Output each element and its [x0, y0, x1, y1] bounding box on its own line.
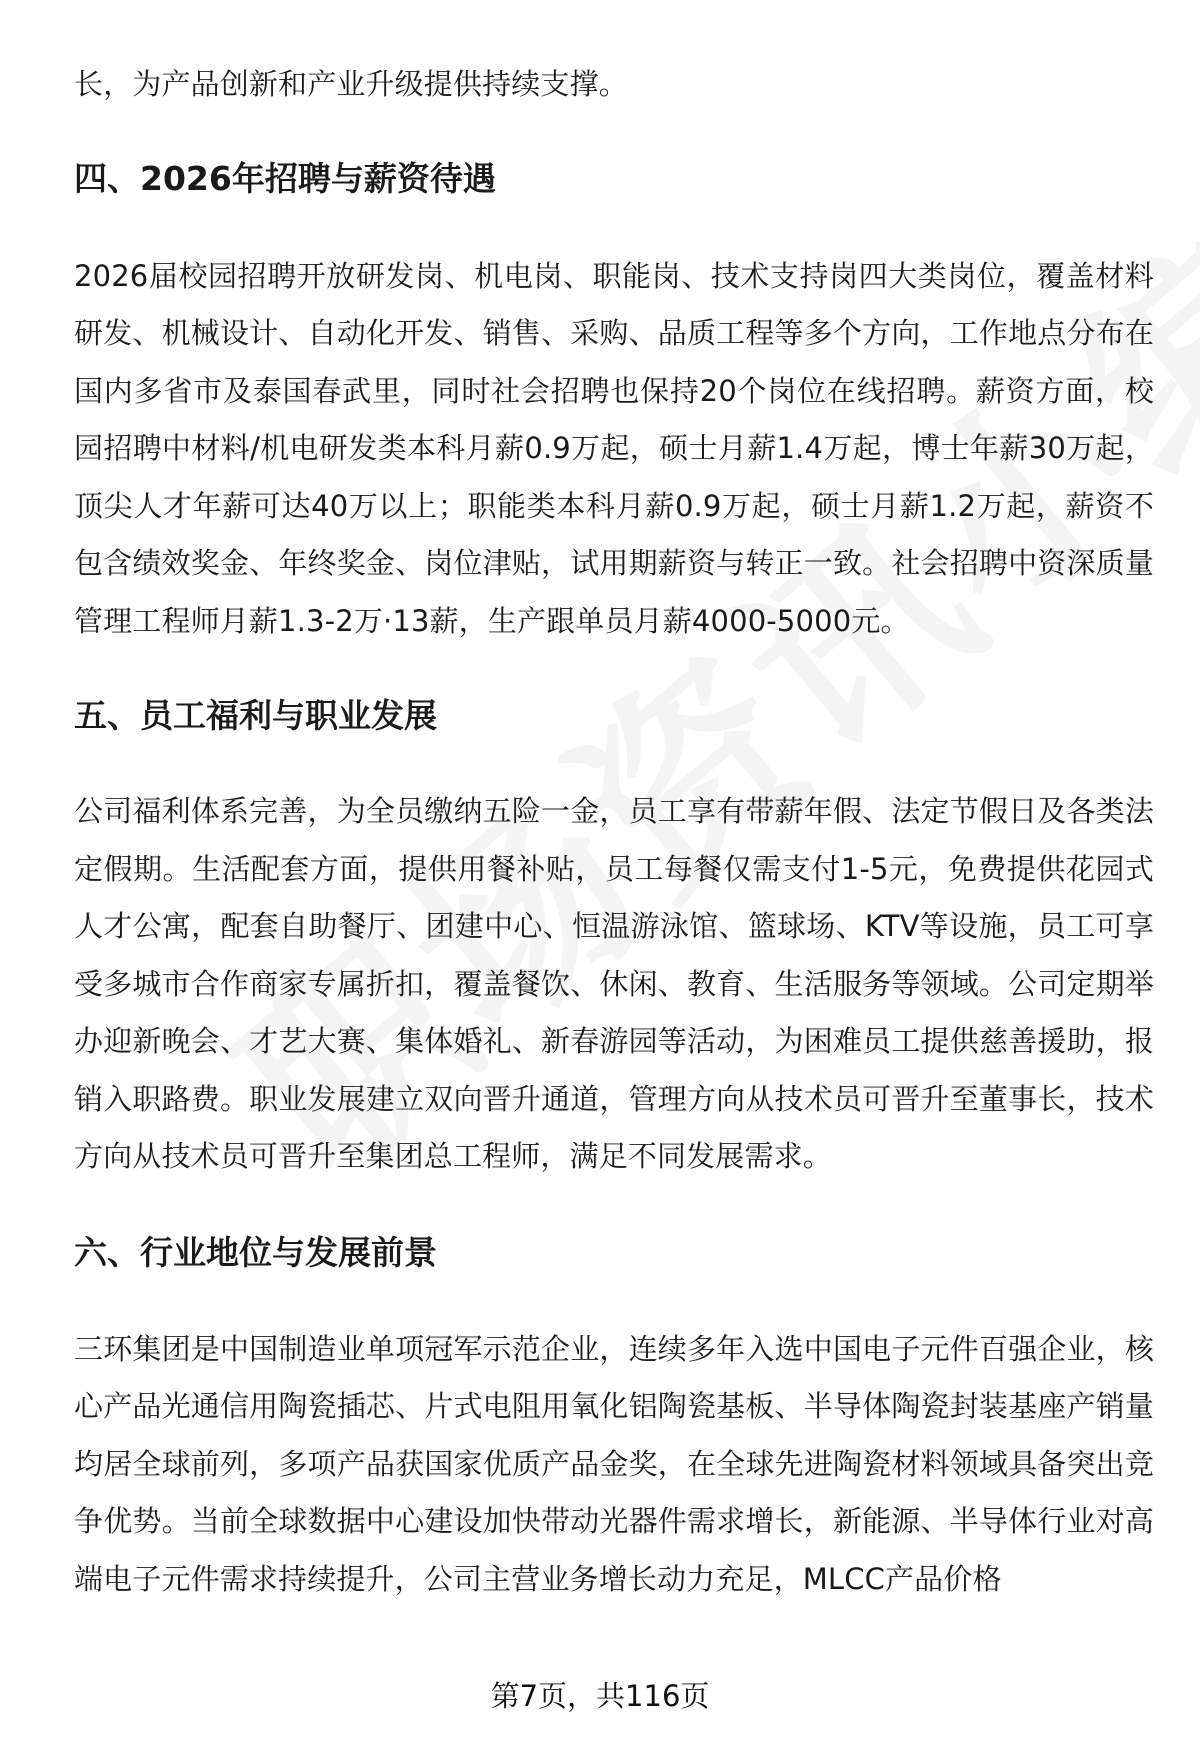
page-number: 第7页，共116页: [490, 1679, 710, 1713]
section-body-recruitment: 2026届校园招聘开放研发岗、机电岗、职能岗、技术支持岗四大类岗位，覆盖材料研发、机械设计、自动化开发、销售、采购、品质工程等多个方向，工作地点分布在国内多省市及泰国春武里，同时社会招聘也保持20个岗位在线招聘。薪资方面，校园招聘中材料/机电研发类本科月薪0.9万起，硕士月薪1.4万起，博士年薪30万起，顶尖人才年薪可达40万以上；职能类本科月薪0.9万起，硕士月薪1.2万起，薪资不包含绩效奖金、年终奖金、岗位津贴，试用期薪资与转正一致。社会招聘中资深质量管理工程师月薪1.3-2万·13薪，生产跟单员月薪4000-5000元。: [74, 258, 1154, 638]
document-content: [74, 56, 1154, 1608]
section-heading-recruitment: 四、2026年招聘与薪资待遇: [74, 158, 496, 198]
section-heading-industry: 六、行业地位与发展前景: [74, 1232, 437, 1272]
section-body-industry: 三环集团是中国制造业单项冠军示范企业，连续多年入选中国电子元件百强企业，核心产品光通信用陶瓷插芯、片式电阻用氧化铝陶瓷基板、半导体陶瓷封装基座产销量均居全球前列，多项产品获国家优质产品金奖，在全球先进陶瓷材料领域具备突出竞争优势。当前全球数据中心建设加快带动光器件需求增长，新能源、半导体行业对高端电子元件需求持续提升，公司主营业务增长动力充足，MLCC产品价格: [74, 1331, 1154, 1596]
section-heading-benefits: 五、员工福利与职业发展: [74, 696, 437, 735]
section-body-benefits: 公司福利体系完善，为全员缴纳五险一金，员工享有带薪年假、法定节假日及各类法定假期。生活配套方面，提供用餐补贴，员工每餐仅需支付1-5元，免费提供花园式人才公寓，配套自助餐厅、团建中心、恒温游泳馆、篮球场、KTV等设施，员工可享受多城市合作商家专属折扣，覆盖餐饮、休闲、教育、生活服务等领域。公司定期举办迎新晚会、才艺大赛、集体婚礼、新春游园等活动，为困难员工提供慈善援助，报销入职路费。职业发展建立双向晋升通道，管理方向从技术员可晋升至董事长，技术方向从技术员可晋升至集团总工程师，满足不同发展需求。: [74, 794, 1154, 1173]
intro-paragraph: 长，为产品创新和产业升级提供持续支撑。: [74, 67, 628, 101]
